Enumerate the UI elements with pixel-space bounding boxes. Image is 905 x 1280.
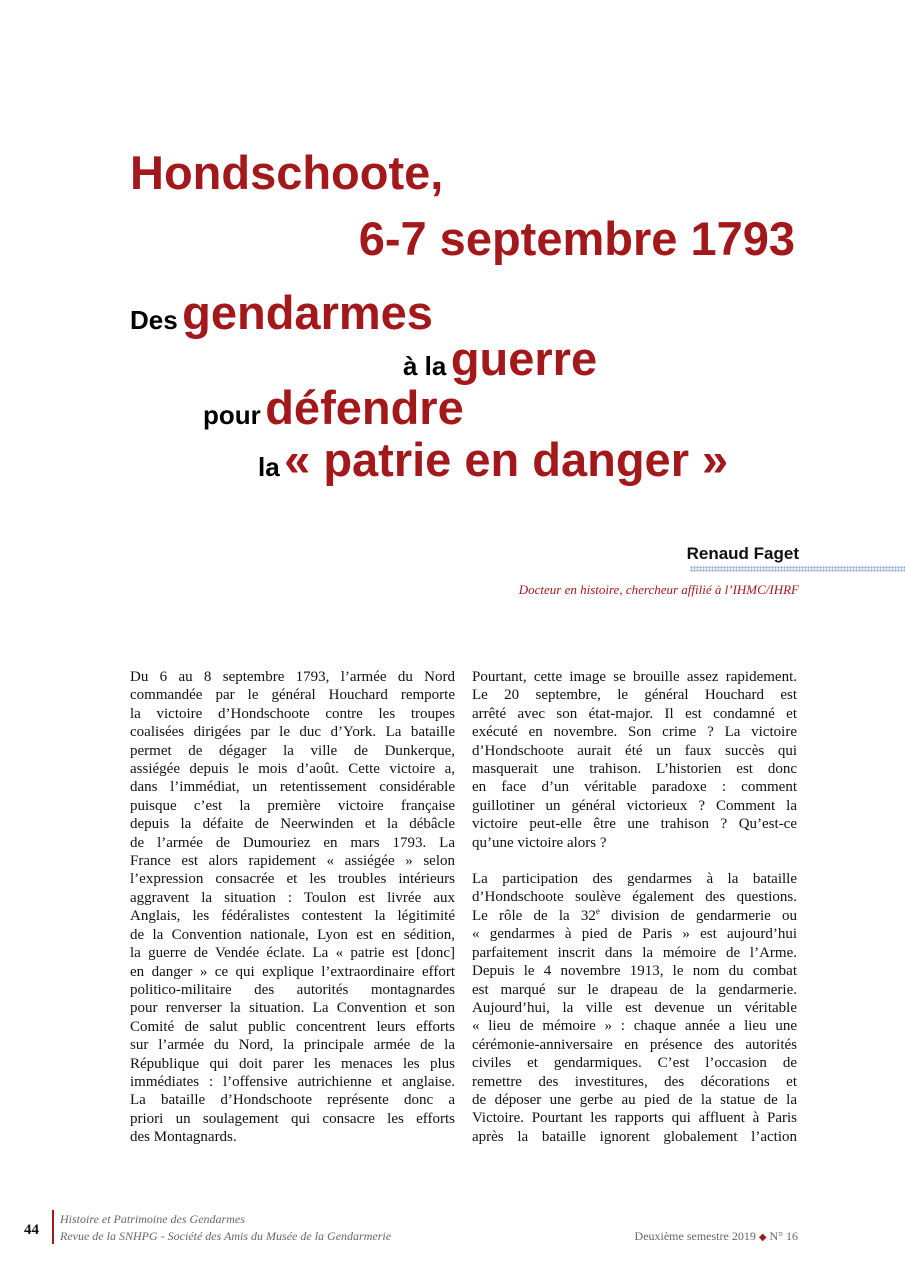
footer-publisher: Revue de la SNHPG - Société des Amis du Musée de la Gendarmerie: [60, 1229, 392, 1243]
text-line: l’expression consacrée et les troubles intérieurs: [130, 871, 455, 888]
diamond-icon: ◆: [758, 1232, 767, 1243]
issue-number: N° 16: [769, 1229, 798, 1243]
text-line: aggravent la situation : Toulon est livrée aux: [130, 889, 455, 906]
text-line: qu’une victoire alors ?: [472, 834, 607, 851]
text-line: en danger » ce qui explique l’extraordinaire effort: [130, 963, 455, 980]
text-line: masquerait une trahison. L’historien est donc: [472, 761, 797, 778]
subtitle-keyword: guerre: [450, 332, 598, 385]
text-line: en face d’un véritable paradoxe : comment: [472, 779, 797, 796]
subtitle-keyword: gendarmes: [182, 286, 433, 339]
text-line: dans l’immédiat, un retentissement considérable: [130, 779, 455, 796]
text-line: d’Hondschoote soulève également des questions.: [472, 889, 797, 906]
article-column-left: [130, 668, 455, 1165]
text-line: permet de dégager la ville de Dunkerque,: [130, 742, 455, 759]
text-line: coalisées dirigées par le duc d’York. La bataille: [130, 724, 455, 741]
author-divider: [690, 566, 905, 572]
text-line: cérémonie-anniversaire en présence des autorités: [472, 1036, 797, 1053]
text-line: La bataille d’Hondschoote représente donc a: [130, 1092, 455, 1109]
paragraph: [472, 870, 797, 1146]
title-line-2: 6-7 septembre 1793: [358, 212, 795, 265]
text-line: d’Hondschoote aurait été un faux succès qui: [472, 742, 797, 759]
text-line: La participation des gendarmes à la bataille: [472, 871, 797, 888]
text-line: des Montagnards.: [130, 1129, 237, 1146]
superscript: e: [595, 905, 600, 916]
subtitle-keyword: défendre: [265, 381, 464, 434]
text-line: arrêté avec son état-major. Il est condamné et: [472, 705, 797, 722]
text-line: est marqué sur le drapeau de la gendarmerie.: [472, 981, 797, 998]
text-line: puisque c’est la première victoire française: [130, 797, 455, 814]
text-line: depuis la défaite de Neerwinden et la débâcle: [130, 816, 455, 833]
text-line: civiles et gendarmiques. C’est l’occasion de: [472, 1055, 797, 1072]
text-fragment: division de gendarmerie ou: [599, 907, 797, 924]
text-line: Comité de salut public concentrent leurs efforts: [130, 1018, 455, 1035]
subtitle-word: la: [258, 452, 280, 482]
text-line: République qui doit parer les menaces les plus: [130, 1055, 455, 1072]
footer-journal-title: Histoire et Patrimoine des Gendarmes: [60, 1212, 245, 1226]
author-name: Renaud Faget: [686, 544, 799, 563]
author-affiliation: Docteur en histoire, chercheur affilié à l’IHMC/IHRF: [518, 582, 799, 597]
page-number: 44: [24, 1222, 39, 1238]
issue-date: Deuxième semestre 2019: [634, 1229, 756, 1243]
text-line: « gendarmes à pied de Paris » est aujourd’hui: [472, 926, 797, 943]
subtitle-line-1: [130, 287, 433, 351]
text-line: après la bataille ignorent globalement l’action: [472, 1128, 797, 1145]
text-fragment: Le rôle de la 32: [472, 907, 596, 924]
text-line: remettre des investitures, des décorations et: [472, 1073, 797, 1090]
text-line: de déposer une gerbe au pied de la statue de la: [472, 1091, 797, 1108]
text-line: parfaitement inscrit dans la mémoire de l’Arme.: [472, 944, 797, 961]
article-column-right: [472, 668, 797, 1164]
text-line: Le 20 septembre, le général Houchard est: [472, 687, 797, 704]
text-line: de la Convention nationale, Lyon est en sédition,: [130, 926, 455, 943]
text-line: « lieu de mémoire » : chaque année a lieu une: [472, 1018, 797, 1035]
text-line: Anglais, les fédéralistes contestent la légitimité: [130, 908, 455, 925]
footer-issue: [635, 1229, 798, 1244]
text-line: politico-militaire des autorités montagnardes: [130, 981, 455, 998]
subtitle-line-4: [258, 434, 728, 498]
text-line: la victoire d’Hondschoote contre les troupes: [130, 705, 455, 722]
text-line: commandée par le général Houchard remporte: [130, 687, 455, 704]
text-line: Du 6 au 8 septembre 1793, l’armée du Nord: [130, 669, 455, 685]
text-line: priori un soulagement qui consacre les efforts: [130, 1110, 455, 1127]
subtitle-word: Des: [130, 305, 178, 335]
text-line: sur l’armée du Nord, la principale armée de la: [130, 1037, 455, 1054]
text-line: Pourtant, cette image se brouille assez rapidement.: [472, 669, 797, 685]
text-line: pour renverser la situation. La Convention et son: [130, 1000, 455, 1017]
subtitle-word: à la: [403, 351, 447, 381]
title-line-1: Hondschoote,: [130, 146, 444, 199]
text-line: Aujourd’hui, la ville est devenue un véritable: [472, 999, 797, 1016]
subtitle-keyword: « patrie en danger »: [284, 433, 729, 486]
text-line: France est alors rapidement « assiégée » selon: [130, 853, 455, 870]
text-line: Victoire. Pourtant les rapports qui affluent à Paris: [472, 1110, 797, 1127]
footer-divider: [52, 1210, 54, 1244]
subtitle-word: pour: [203, 400, 261, 430]
text-line: exécuté en novembre. Son crime ? La victoire: [472, 724, 797, 741]
text-line: guillotiner un général victorieux ? Comment la: [472, 797, 797, 814]
text-line: immédiates : l’offensive autrichienne et anglaise.: [130, 1073, 455, 1090]
text-line: de l’armée de Dumouriez en mars 1793. La: [130, 834, 455, 851]
paragraph: [130, 668, 455, 1147]
text-line: victoire peut-elle être une trahison ? Qu’est-ce: [472, 816, 797, 833]
text-line: [472, 907, 797, 925]
text-line: assiégée depuis le mois d’août. Cette victoire a,: [130, 761, 455, 778]
text-line: Depuis le 4 novembre 1913, le nom du combat: [472, 963, 797, 980]
text-line: la guerre de Vendée éclate. La « patrie est [donc]: [130, 945, 455, 962]
paragraph: [472, 668, 797, 852]
